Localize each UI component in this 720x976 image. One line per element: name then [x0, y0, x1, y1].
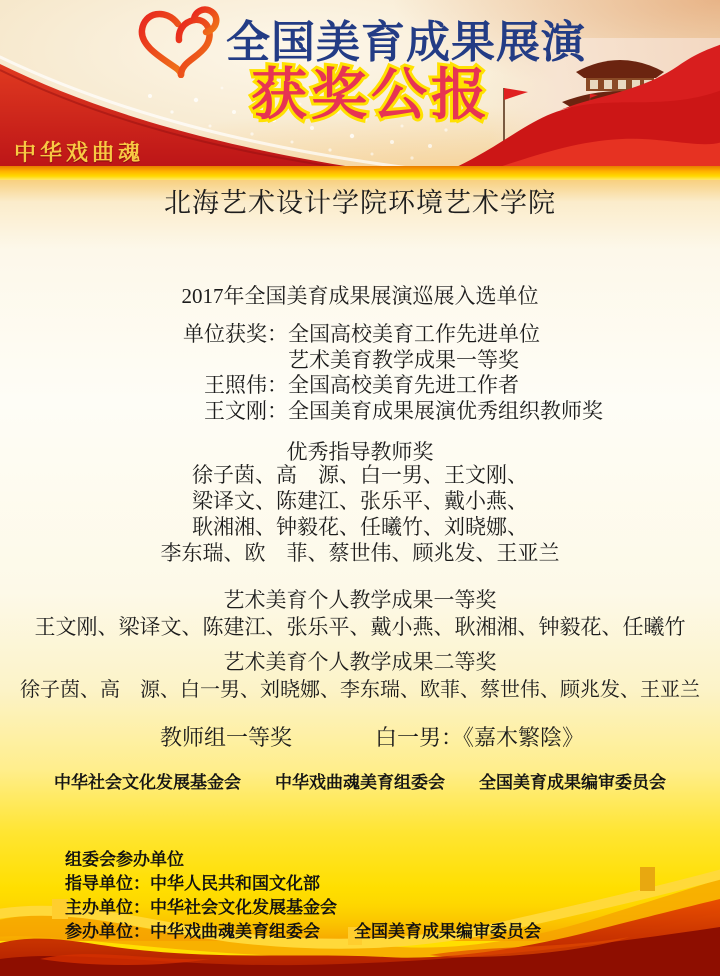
award-row [182, 322, 603, 348]
first-prize-names: 王文刚、梁译文、陈建江、张乐平、戴小燕、耿湘湘、钟毅花、任曦竹 [34, 615, 686, 639]
footer-row-host [65, 896, 541, 920]
selection-title: 2017年全国美育成果展演巡展入选单位 [181, 284, 539, 308]
footer-label: 指导单位： [65, 874, 150, 893]
event-title: 全国美育成果展演 [226, 18, 586, 67]
names-line: 梁译文、陈建江、张乐平、戴小燕、 [192, 489, 528, 513]
second-prize-names: 徐子茵、高 源、白一男、刘晓娜、李东瑞、欧菲、蔡世伟、顾兆发、王亚兰 [20, 679, 700, 701]
guiding-award-names [0, 462, 720, 566]
award-label: 单位获奖： [183, 322, 288, 346]
committee-name: 中华社会文化发展基金会 [54, 773, 241, 792]
committee-name: 中华戏曲魂美育组委会 [275, 773, 445, 792]
second-prize-title: 艺术美育个人教学成果二等奖 [223, 650, 497, 674]
award-label: 王照伟： [204, 373, 288, 397]
names-line: 徐子茵、高 源、白一男、王文刚、 [192, 463, 528, 487]
award-row [182, 399, 603, 425]
names-line: 李东瑞、欧 菲、蔡世伟、顾兆发、王亚兰 [160, 541, 560, 565]
brand-label: 中华戏曲魂 [14, 140, 145, 165]
award-text: 全国高校美育工作先进单位 [288, 322, 540, 346]
organizer-footer [65, 848, 541, 944]
double-heart-ribbon-logo-icon [132, 4, 228, 78]
footer-value: 中华社会文化发展基金会 [150, 898, 337, 917]
footer-value: 中华人民共和国文化部 [150, 874, 320, 893]
gold-divider-band [0, 166, 720, 180]
award-text: 艺术美育教学成果一等奖 [288, 347, 519, 372]
unit-awards-block [182, 322, 603, 424]
footer-heading: 组委会参办单位 [65, 850, 184, 869]
teacher-group-winner: 白一男：《嘉木繁陰》 [375, 725, 585, 750]
award-row [182, 348, 603, 374]
award-banner-label: 获奖公报 [251, 63, 491, 126]
school-title: 北海艺术设计学院环境艺术学院 [164, 188, 556, 218]
names-line: 耿湘湘、钟毅花、任曦竹、刘晓娜、 [192, 515, 528, 539]
award-text: 全国高校美育先进工作者 [288, 373, 519, 397]
teacher-group-award-title: 教师组一等奖 [160, 725, 293, 750]
footer-label: 参办单位： [65, 922, 150, 941]
award-text: 全国美育成果展演优秀组织教师奖 [288, 398, 603, 423]
footer-row-co-organizer [65, 920, 541, 944]
footer-row-guidance [65, 872, 541, 896]
award-banner-text [226, 54, 516, 134]
watch-tower [640, 867, 655, 891]
guiding-award-title: 优秀指导教师奖 [286, 440, 434, 464]
first-prize-title: 艺术美育个人教学成果一等奖 [223, 588, 497, 612]
committee-row [0, 768, 720, 793]
poster-header [0, 0, 720, 180]
award-label: 王文刚： [204, 398, 288, 423]
footer-value: 中华戏曲魂美育组委会 全国美育成果编审委员会 [150, 922, 541, 941]
award-row [182, 373, 603, 399]
award-label [182, 348, 288, 374]
footer-label: 主办单位： [65, 898, 150, 917]
committee-name: 全国美育成果编审委员会 [479, 773, 666, 792]
